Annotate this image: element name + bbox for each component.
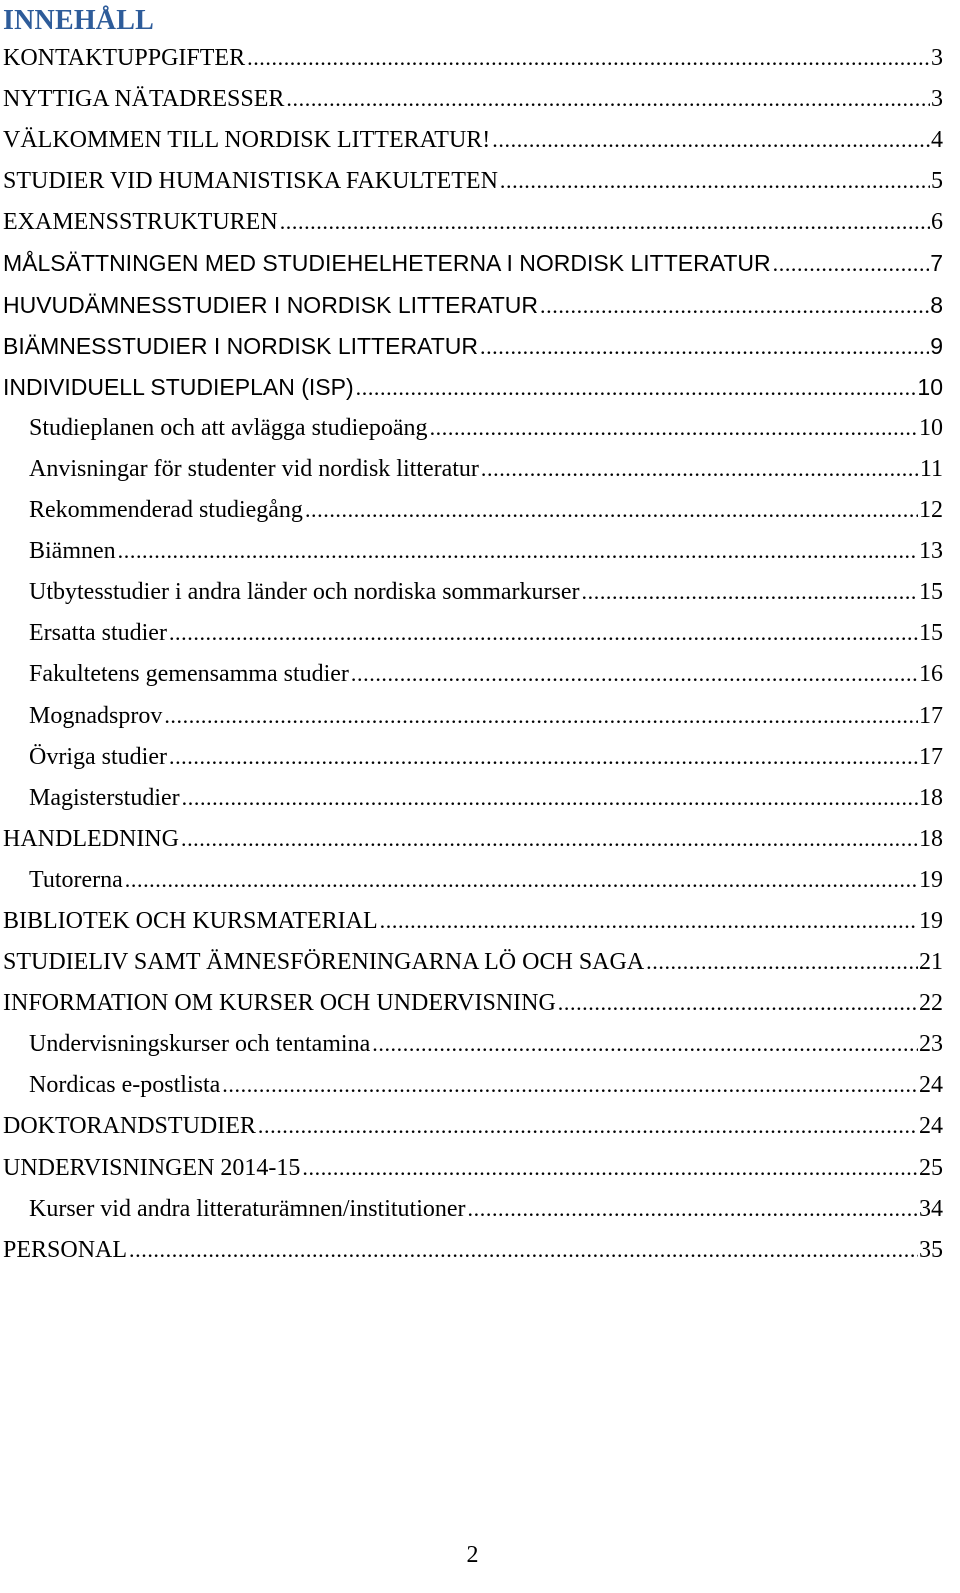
toc-entry[interactable] [3, 656, 943, 697]
dot-leader [500, 163, 930, 199]
dot-leader [280, 204, 930, 240]
toc-entry[interactable] [3, 81, 943, 122]
toc-entry-label: EXAMENSSTRUKTUREN [3, 209, 278, 236]
toc-entry-page: 16 [919, 661, 943, 688]
page-number: 2 [466, 1542, 479, 1568]
dot-leader [582, 574, 918, 610]
toc-entry-page: 23 [919, 1031, 943, 1058]
toc-entry[interactable] [3, 287, 943, 328]
dot-leader [181, 821, 918, 857]
dot-leader [481, 451, 919, 487]
toc-entry-page: 15 [919, 620, 943, 647]
dot-leader [380, 903, 918, 939]
toc-entry-page: 12 [919, 497, 943, 524]
toc-entry-page: 24 [919, 1072, 943, 1099]
dot-leader [468, 1191, 918, 1227]
dot-leader [182, 780, 918, 816]
toc-entry-page: 8 [930, 291, 943, 318]
toc-entry-page: 35 [919, 1236, 943, 1263]
dot-leader [305, 492, 918, 528]
toc-entry-page: 10 [919, 414, 943, 441]
toc-entry-label: NYTTIGA NÄTADRESSER [3, 86, 285, 113]
toc-entry-page: 21 [919, 949, 943, 976]
toc-entry-page: 17 [919, 702, 943, 729]
toc-entry[interactable] [3, 615, 943, 656]
toc-entry[interactable] [3, 328, 943, 369]
toc-entry[interactable] [3, 1108, 943, 1149]
toc-entry-label: Utbytesstudier i andra länder och nordiska sommarkurser [29, 579, 580, 606]
toc-entry-label: MÅLSÄTTNINGEN MED STUDIEHELHETERNA I NORDISK LITTERATUR [3, 250, 771, 277]
toc-entry[interactable] [3, 245, 943, 286]
toc-entry-page: 11 [919, 455, 943, 482]
toc-entry-label: Tutorerna [29, 866, 123, 893]
dot-leader [118, 533, 918, 569]
table-of-contents [3, 40, 943, 1273]
toc-entry-page: 19 [919, 866, 943, 893]
toc-entry-page: 3 [931, 86, 943, 113]
toc-entry-page: 18 [919, 784, 943, 811]
dot-leader [169, 615, 918, 651]
toc-entry-page: 4 [931, 127, 943, 154]
toc-entry[interactable] [3, 862, 943, 903]
toc-entry-page: 17 [919, 743, 943, 770]
toc-entry[interactable] [3, 40, 943, 81]
toc-entry-label: Fakultetens gemensamma studier [29, 661, 349, 688]
toc-entry[interactable] [3, 410, 943, 451]
dot-leader [430, 410, 918, 446]
toc-entry[interactable] [3, 204, 943, 245]
toc-entry-label: Ersatta studier [29, 620, 167, 647]
toc-entry-page: 7 [930, 250, 943, 277]
toc-entry-label: Kurser vid andra litteraturämnen/institutioner [29, 1195, 466, 1222]
toc-entry[interactable] [3, 780, 943, 821]
toc-entry-label: Nordicas e-postlista [29, 1072, 221, 1099]
dot-leader [646, 944, 918, 980]
toc-entry[interactable] [3, 821, 943, 862]
dot-leader [222, 1067, 918, 1103]
toc-entry[interactable] [3, 944, 943, 985]
toc-entry-label: Magisterstudier [29, 784, 180, 811]
toc-entry-label: PERSONAL [3, 1236, 128, 1263]
toc-entry-label: Mognadsprov [29, 702, 163, 729]
toc-entry-label: Undervisningskurser och tentamina [29, 1031, 371, 1058]
dot-leader [492, 122, 930, 158]
dot-leader [286, 81, 930, 117]
toc-entry-label: HUVUDÄMNESSTUDIER I NORDISK LITTERATUR [3, 291, 539, 318]
dot-leader [125, 862, 918, 898]
dot-leader [351, 656, 918, 692]
toc-entry-label: Studieplanen och att avlägga studiepoäng [29, 414, 428, 441]
dot-leader [372, 1026, 918, 1062]
toc-entry-page: 9 [930, 332, 943, 359]
toc-entry-label: HANDLEDNING [3, 825, 179, 852]
toc-entry[interactable] [3, 1067, 943, 1108]
toc-entry[interactable] [3, 739, 943, 780]
toc-entry-label: INDIVIDUELL STUDIEPLAN (ISP) [3, 373, 354, 400]
dot-leader [247, 40, 930, 76]
toc-entry-label: VÄLKOMMEN TILL NORDISK LITTERATUR! [3, 127, 491, 154]
toc-entry[interactable] [3, 451, 943, 492]
toc-entry[interactable] [3, 122, 943, 163]
toc-entry[interactable] [3, 533, 943, 574]
toc-entry-page: 5 [931, 168, 943, 195]
toc-entry-page: 15 [919, 579, 943, 606]
toc-entry-label: BIÄMNESSTUDIER I NORDISK LITTERATUR [3, 332, 478, 359]
toc-entry-page: 6 [931, 209, 943, 236]
toc-entry-label: BIBLIOTEK OCH KURSMATERIAL [3, 907, 378, 934]
toc-heading: INNEHÅLL [3, 5, 154, 36]
dot-leader [302, 1150, 918, 1186]
toc-entry-label: UNDERVISNINGEN 2014-15 [3, 1154, 301, 1181]
toc-entry-label: KONTAKTUPPGIFTER [3, 45, 246, 71]
toc-entry[interactable] [3, 903, 943, 944]
toc-entry-page: 13 [919, 538, 943, 565]
toc-entry-label: INFORMATION OM KURSER OCH UNDERVISNING [3, 990, 556, 1017]
toc-entry[interactable] [3, 369, 943, 410]
dot-leader [480, 329, 929, 365]
toc-entry-label: STUDIELIV SAMT ÄMNESFÖRENINGARNA LÖ OCH SAGA [3, 949, 645, 976]
toc-entry[interactable] [3, 985, 943, 1026]
toc-entry-label: Biämnen [29, 538, 116, 565]
toc-entry[interactable] [3, 1232, 943, 1273]
toc-entry-label: DOKTORANDSTUDIER [3, 1113, 256, 1140]
toc-entry-page: 10 [917, 373, 943, 400]
dot-leader [540, 288, 929, 324]
toc-entry-page: 18 [919, 825, 943, 852]
toc-entry-page: 24 [919, 1113, 943, 1140]
toc-entry[interactable] [3, 1191, 943, 1232]
toc-entry-label: Övriga studier [29, 743, 167, 770]
toc-entry-page: 22 [919, 990, 943, 1017]
toc-entry-page: 19 [919, 907, 943, 934]
toc-entry-page: 3 [931, 45, 943, 71]
dot-leader [164, 698, 918, 734]
dot-leader [169, 739, 918, 775]
toc-entry[interactable] [3, 1026, 943, 1067]
toc-entry[interactable] [3, 574, 943, 615]
toc-entry[interactable] [3, 698, 943, 739]
dot-leader [356, 370, 917, 406]
toc-entry[interactable] [3, 1150, 943, 1191]
dot-leader [258, 1108, 918, 1144]
toc-entry[interactable] [3, 163, 943, 204]
dot-leader [558, 985, 918, 1021]
toc-entry-label: STUDIER VID HUMANISTISKA FAKULTETEN [3, 168, 498, 195]
toc-entry-page: 34 [919, 1195, 943, 1222]
dot-leader [773, 246, 930, 282]
dot-leader [129, 1232, 918, 1268]
toc-entry-label: Rekommenderad studiegång [29, 497, 303, 524]
toc-entry[interactable] [3, 492, 943, 533]
toc-entry-label: Anvisningar för studenter vid nordisk litteratur [29, 455, 479, 482]
toc-entry-page: 25 [919, 1154, 943, 1181]
